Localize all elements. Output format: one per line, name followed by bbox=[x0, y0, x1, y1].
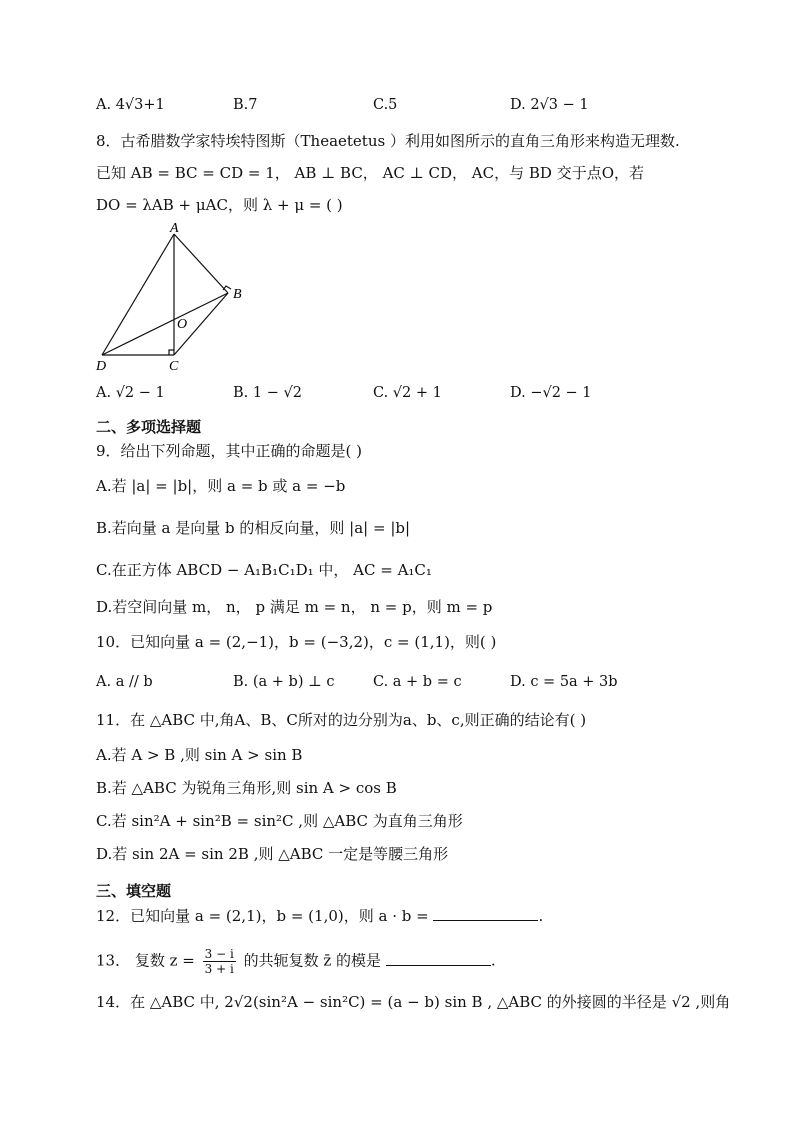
label-d: D bbox=[96, 359, 107, 374]
q8-option-d: D. −√2 − 1 bbox=[510, 385, 592, 401]
q13-prefix: 13． 复数 z = bbox=[96, 951, 195, 970]
label-b: B bbox=[233, 287, 242, 302]
q9-option-c: C.在正方体 ABCD − A₁B₁C₁D₁ 中， AC = A₁C₁ bbox=[96, 561, 432, 579]
q8-line-3: DO = λAB + μAC，则 λ + μ = ( ) bbox=[96, 196, 343, 214]
q8-option-c: C. √2 + 1 bbox=[373, 385, 442, 401]
q13-answer-blank[interactable] bbox=[386, 951, 491, 966]
q8-triangle-figure bbox=[92, 222, 262, 377]
section-2-heading: 二、多项选择题 bbox=[96, 418, 202, 436]
q7-option-d: D. 2√3 − 1 bbox=[510, 97, 589, 113]
q10-option-d: D. c = 5a + 3b bbox=[510, 674, 618, 690]
q13-period: . bbox=[490, 951, 496, 970]
right-angle-mark-b bbox=[223, 286, 231, 290]
q8-line-2: 已知 AB = BC = CD = 1， AB ⊥ BC， AC ⊥ CD， AC，与 BD 交于点O，若 bbox=[96, 164, 644, 182]
q12-period: . bbox=[538, 907, 544, 925]
q8-line-1: 8．古希腊数学家特埃特图斯（Theaetetus ）利用如图所示的直角三角形来构造无理数. bbox=[96, 132, 680, 150]
q11-option-d: D.若 sin 2A = sin 2B ,则 △ABC 一定是等腰三角形 bbox=[96, 845, 449, 863]
q7-option-c: C.5 bbox=[373, 97, 398, 113]
q12-answer-blank[interactable] bbox=[433, 906, 538, 921]
q9-stem: 9．给出下列命题，其中正确的命题是( ) bbox=[96, 442, 363, 460]
q10-options bbox=[96, 674, 716, 696]
segment-ab bbox=[174, 234, 228, 293]
q7-options bbox=[96, 97, 716, 119]
q14-line: 14．在 △ABC 中, 2√2(sin²A − sin²C) = (a − b) sin B , △ABC 的外接圆的半径是 √2 ,则角 bbox=[96, 993, 731, 1011]
label-c: C bbox=[169, 359, 179, 374]
q8-option-a: A. √2 − 1 bbox=[96, 385, 165, 401]
q12-text: 12．已知向量 a = (2,1)，b = (1,0)，则 a · b = bbox=[96, 907, 429, 925]
q11-option-a: A.若 A > B ,则 sin A > sin B bbox=[96, 746, 303, 764]
q7-option-a: A. 4√3+1 bbox=[96, 97, 165, 113]
q9-option-a: A.若 |a| = |b|，则 a = b 或 a = −b bbox=[96, 477, 346, 495]
q13-line bbox=[96, 947, 496, 976]
q13-fraction-numerator: 3 − i bbox=[204, 947, 234, 961]
label-a: A bbox=[170, 222, 179, 236]
label-o: O bbox=[177, 317, 188, 332]
q11-option-c: C.若 sin²A + sin²B = sin²C ,则 △ABC 为直角三角形 bbox=[96, 812, 463, 830]
q9-option-b: B.若向量 a 是向量 b 的相反向量，则 |a| = |b| bbox=[96, 519, 411, 537]
right-angle-mark-c bbox=[169, 350, 174, 355]
q9-option-d: D.若空间向量 m， n， p 满足 m = n， n = p，则 m = p bbox=[96, 598, 493, 616]
q13-suffix: 的共轭复数 z̄ 的模是 bbox=[243, 951, 382, 970]
q8-option-b: B. 1 − √2 bbox=[233, 385, 302, 401]
q12-line bbox=[96, 906, 543, 926]
q7-option-b: B.7 bbox=[233, 97, 258, 113]
q10-stem: 10．已知向量 a = (2,−1)，b = (−3,2)，c = (1,1)，则( ) bbox=[96, 633, 497, 651]
q11-stem: 11．在 △ABC 中,角A、B、C所对的边分别为a、b、c,则正确的结论有( ) bbox=[96, 711, 587, 729]
q13-fraction bbox=[203, 947, 236, 976]
section-3-heading: 三、填空题 bbox=[96, 882, 172, 900]
q10-option-a: A. a // b bbox=[96, 674, 153, 690]
q8-options bbox=[96, 385, 716, 407]
q11-option-b: B.若 △ABC 为锐角三角形,则 sin A > cos B bbox=[96, 779, 397, 797]
q13-fraction-denominator: 3 + i bbox=[204, 962, 234, 976]
q10-option-b: B. (a + b) ⊥ c bbox=[233, 674, 335, 690]
q10-option-c: C. a + b = c bbox=[373, 674, 462, 690]
